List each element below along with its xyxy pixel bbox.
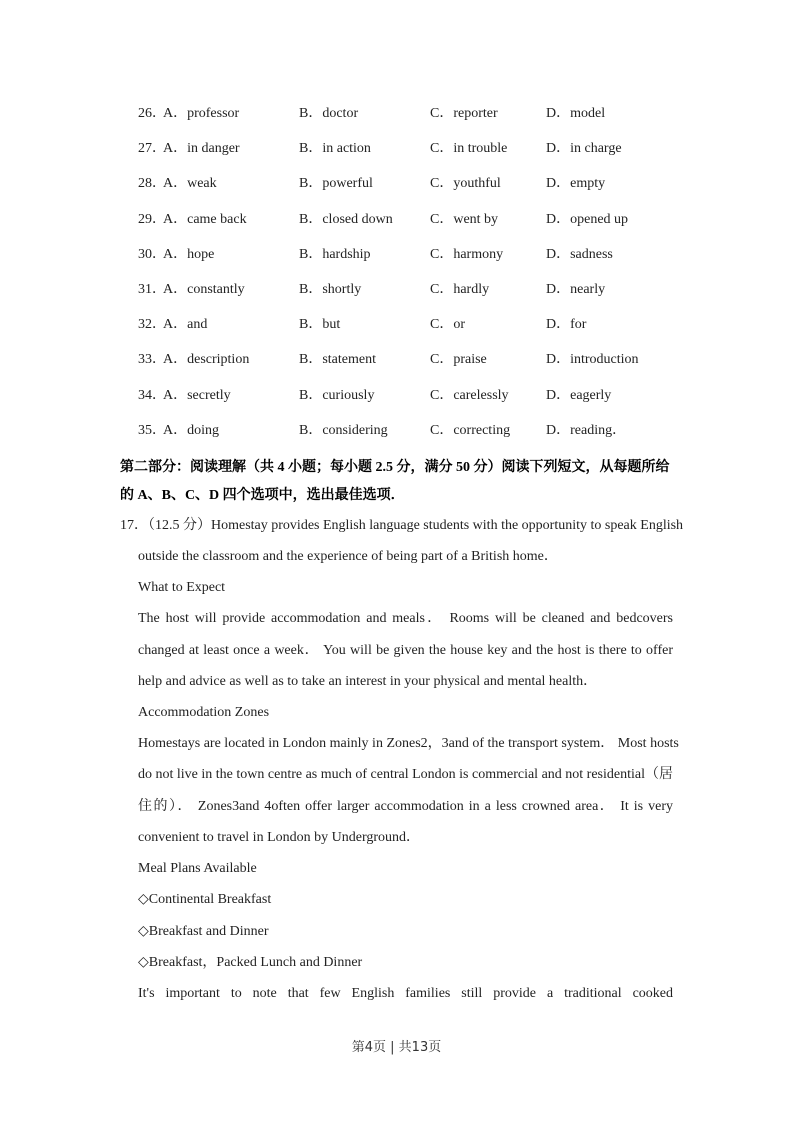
option-c: C．in trouble — [430, 141, 508, 156]
option-a: A．in danger — [163, 141, 240, 156]
option-b: B．powerful — [299, 176, 373, 191]
option-b: B．in action — [299, 141, 371, 156]
option-a: A．doing — [163, 423, 219, 438]
question-number-and-option-a: 27． — [138, 141, 166, 156]
question-number-and-option-a: 34． — [138, 388, 166, 403]
option-d: D．opened up — [546, 212, 629, 227]
option-c: C．praise — [430, 352, 487, 367]
option-b: B．curiously — [299, 388, 375, 403]
question-number-and-option-a: 30． — [138, 247, 166, 262]
question-number-and-option-a: 28． — [138, 176, 166, 191]
option-b: B．considering — [299, 423, 388, 438]
option-a: A．secretly — [163, 388, 231, 403]
option-row — [0, 420, 793, 442]
question-number-and-option-a: 32． — [138, 317, 166, 332]
meal-plan-item: ◇Continental Breakfast — [138, 892, 272, 907]
option-d: D．reading． — [546, 423, 627, 438]
option-d: D．in charge — [546, 141, 622, 156]
meal-plan-item: ◇Breakfast，Packed Lunch and Dinner — [138, 955, 363, 970]
question-number-and-option-a: 33． — [138, 352, 166, 367]
option-c: C．carelessly — [430, 388, 509, 403]
option-b: B．doctor — [299, 106, 359, 121]
option-d: D．model — [546, 106, 606, 121]
option-row — [0, 244, 793, 266]
zones-line-2: do not live in the town centre as much of central London is commercial and not residential（居 — [138, 767, 673, 782]
question-number-and-option-a: 31． — [138, 282, 166, 297]
question-number-and-option-a: 35． — [138, 423, 166, 438]
option-c: C．hardly — [430, 282, 490, 297]
option-c: C．reporter — [430, 106, 498, 121]
zones-line-3: 住的）． Zones3and 4often offer larger accommodation in a less crowned area． It is very — [138, 799, 673, 814]
expect-line-2: changed at least once a week． You will be given the house key and the host is there to offer — [138, 643, 673, 658]
option-a: A．professor — [163, 106, 240, 121]
option-row — [0, 103, 793, 125]
option-a: A．hope — [163, 247, 215, 262]
option-b: B．statement — [299, 352, 376, 367]
option-b: B．hardship — [299, 247, 371, 262]
option-b: B．shortly — [299, 282, 362, 297]
option-row — [0, 209, 793, 231]
subheading-what-to-expect: What to Expect — [138, 580, 226, 595]
closing-line-1: It's important to note that few English families still provide a traditional cooked — [138, 986, 673, 1001]
expect-line-3: help and advice as well as to take an interest in your physical and mental health． — [138, 674, 598, 689]
option-c: C．or — [430, 317, 465, 332]
option-row — [0, 173, 793, 195]
option-a: A．constantly — [163, 282, 245, 297]
option-c: C．youthful — [430, 176, 501, 191]
question-17-line2: outside the classroom and the experience of being part of a British home． — [138, 549, 558, 564]
option-d: D．introduction — [546, 352, 639, 367]
option-c: C．harmony — [430, 247, 504, 262]
question-number-and-option-a: 29． — [138, 212, 166, 227]
option-b: B．but — [299, 317, 341, 332]
option-d: D．eagerly — [546, 388, 612, 403]
page-footer: 第4页 | 共13页 — [351, 1040, 442, 1055]
option-row — [0, 349, 793, 371]
option-row — [0, 279, 793, 301]
section-heading-line2: 的 A、B、C、D 四个选项中，选出最佳选项． — [120, 488, 405, 503]
option-a: A．description — [163, 352, 250, 367]
zones-line-4: convenient to travel in London by Underground． — [138, 830, 421, 845]
subheading-accommodation-zones: Accommodation Zones — [138, 705, 270, 720]
option-c: C．went by — [430, 212, 499, 227]
subheading-meal-plans: Meal Plans Available — [138, 861, 257, 876]
option-a: A．and — [163, 317, 208, 332]
meal-plan-item: ◇Breakfast and Dinner — [138, 924, 269, 939]
option-row — [0, 314, 793, 336]
option-row — [0, 138, 793, 160]
expect-line-1: The host will provide accommodation and meals． Rooms will be cleaned and bedcovers — [138, 611, 673, 626]
option-d: D．sadness — [546, 247, 613, 262]
option-d: D．for — [546, 317, 587, 332]
question-17-line1: 17．（12.5 分）Homestay provides English language students with the opportunity to speak English — [120, 518, 684, 533]
option-b: B．closed down — [299, 212, 393, 227]
option-c: C．correcting — [430, 423, 511, 438]
option-d: D．nearly — [546, 282, 606, 297]
option-a: A．came back — [163, 212, 247, 227]
option-d: D．empty — [546, 176, 606, 191]
option-row — [0, 385, 793, 407]
option-a: A．weak — [163, 176, 217, 191]
question-number-and-option-a: 26． — [138, 106, 166, 121]
zones-line-1: Homestays are located in London mainly in Zones2，3and of the transport system． Most hosts — [138, 736, 679, 751]
section-heading-line1: 第二部分：阅读理解（共 4 小题；每小题 2.5 分，满分 50 分）阅读下列短文，从每题所给 — [120, 460, 670, 475]
